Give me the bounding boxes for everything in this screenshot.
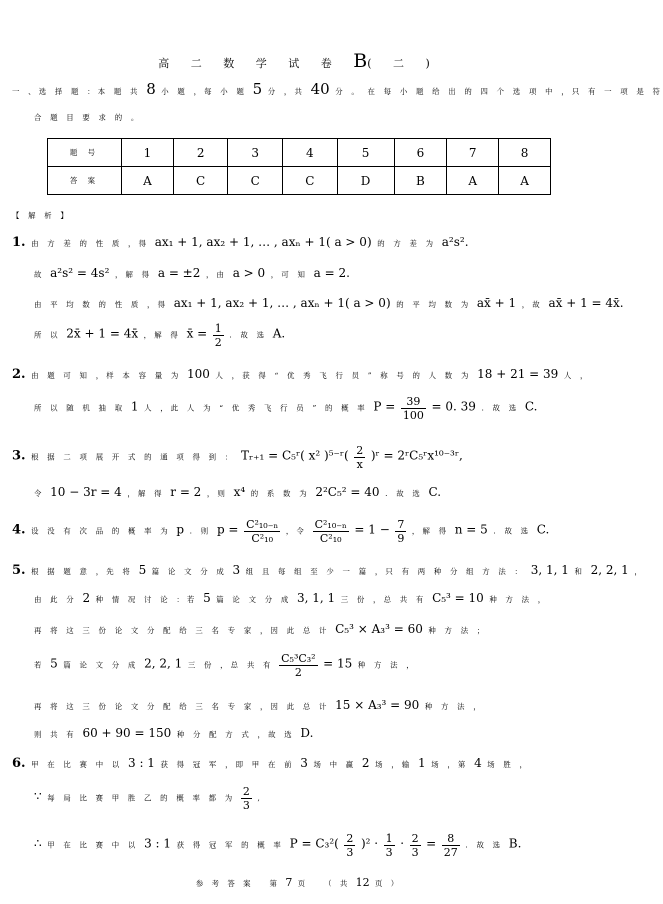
answer-letter: C.	[524, 399, 538, 414]
analysis-label: 【 解 析 】	[12, 211, 72, 220]
numerator: C²₁₀₋ₙ	[314, 518, 347, 531]
answer-letter: A.	[272, 326, 286, 341]
section-instruction	[12, 80, 663, 98]
numerator: C²₁₀₋ₙ	[246, 518, 279, 531]
formula: 3, 1, 1	[297, 591, 336, 605]
text: ，由	[205, 270, 228, 279]
formula: 5	[138, 563, 147, 577]
formula: 3 : 1	[144, 836, 172, 851]
text: 的 系 数 为	[250, 489, 310, 498]
solution-5-line-1	[12, 563, 645, 578]
question-number: 5	[337, 139, 394, 167]
text: 获 得 冠 军 的 概 率	[176, 840, 285, 850]
numerator: 7	[397, 518, 405, 531]
formula: =	[426, 836, 437, 851]
text: ，解 得	[127, 489, 165, 498]
text: 场 中 赢	[313, 760, 357, 769]
text: 种 方 法 ，	[357, 660, 417, 670]
formula: x̄ =	[186, 326, 208, 341]
text: 再 将 这 三 份 论 文 分 配 给 三 名 专 家 ，因 此 总 计	[34, 702, 330, 711]
text: 甲 在 比 赛 中 以	[47, 840, 139, 850]
formula: 2, 2, 1	[144, 656, 183, 671]
text: ，解 得	[411, 526, 450, 536]
answer-cell: A	[447, 167, 499, 195]
text: ，解 得	[114, 270, 153, 279]
answer-cell: C	[173, 167, 228, 195]
solution-5-line-4	[34, 652, 417, 679]
text: 三 份 ，总 共 有	[187, 660, 274, 670]
text: . 则	[189, 526, 212, 536]
text: . 故 选	[481, 403, 520, 413]
text: 令	[34, 489, 45, 498]
numerator: 8	[442, 832, 460, 846]
fraction	[354, 444, 365, 471]
fraction	[241, 785, 252, 812]
text: ,	[257, 793, 264, 803]
text: 人 ，此 人 为 “ 优 秀 飞 行 员 ” 的 概 率	[144, 403, 368, 413]
formula: 2	[82, 591, 91, 605]
formula: a²s².	[441, 235, 469, 249]
denominator: C²₁₀	[319, 532, 342, 545]
fraction	[410, 832, 421, 859]
text: 种 方 法 ，	[489, 595, 549, 604]
fraction	[244, 518, 280, 545]
fraction	[442, 832, 460, 859]
formula: 60 + 90 = 150	[82, 726, 172, 740]
formula: a = 2.	[313, 266, 350, 280]
answer-table	[47, 138, 551, 195]
question-number: 2	[173, 139, 228, 167]
formula: 2	[361, 756, 370, 770]
text: 根 据 题 意 ，先 将	[31, 567, 134, 576]
footer-text: 第	[269, 879, 280, 888]
denominator: 9	[397, 532, 405, 545]
question-number: 3.	[12, 448, 26, 464]
text: . 故 选	[229, 330, 268, 340]
instr-text: 小 题 ，每 小 题	[161, 87, 248, 96]
text: ，可 知	[270, 270, 309, 279]
solution-6-line-3	[34, 832, 521, 859]
table-row	[48, 139, 551, 167]
formula: = 0. 39	[431, 399, 476, 414]
solution-5-line-2	[34, 591, 548, 605]
text: 甲 在 比 赛 中 以	[31, 760, 123, 769]
solution-5-line-6	[34, 726, 313, 740]
footer-text: （ 共	[324, 879, 351, 888]
formula: ax₁ + 1, ax₂ + 1, … , axₙ + 1( a > 0)	[173, 296, 391, 310]
text: 所 以 随 机 抽 取	[34, 403, 126, 413]
text: 设 没 有 次 品 的 概 率 为	[31, 526, 171, 536]
text: 则 共 有	[34, 730, 77, 739]
formula: 3	[232, 563, 241, 577]
footer-text: 页	[297, 879, 309, 888]
text: . 故 选	[465, 840, 504, 850]
question-number: 4	[283, 139, 338, 167]
question-number: 7	[447, 139, 499, 167]
title-suffix: ( 二 )	[367, 57, 439, 70]
formula: p	[176, 522, 185, 537]
text: 由 平 均 数 的 性 质 ，得	[34, 300, 169, 309]
footer-text: 参 考 答 案	[195, 879, 254, 888]
fraction	[279, 652, 317, 679]
title-letter: B	[353, 50, 368, 72]
formula: ax̄ + 1 = 4x̄.	[548, 296, 624, 310]
formula: 3	[300, 756, 308, 770]
formula: 18 + 21 = 39	[477, 367, 559, 381]
solution-1-line-1	[12, 235, 469, 250]
numerator: 2	[346, 832, 354, 845]
formula: r = 2	[170, 485, 202, 499]
denominator: 3	[346, 846, 354, 859]
numerator: 2	[356, 444, 364, 457]
total-pages: 12	[355, 876, 370, 889]
formula: 1	[130, 399, 139, 414]
table-row	[48, 167, 551, 195]
formula: 10 − 3r = 4	[50, 485, 122, 499]
text: 由 方 差 的 性 质 ，得	[31, 239, 150, 248]
answer-letter: B.	[508, 836, 522, 851]
formula: C₅³ = 10	[432, 591, 484, 605]
formula: 100	[187, 367, 210, 381]
instr-text: 分 。 在 每 小 题 给 出 的 四 个 选 项 中 ，只 有 一 项 是 符	[335, 87, 663, 96]
formula: )ʳ = 2ʳC₅ʳx¹⁰⁻³ʳ,	[370, 448, 463, 463]
solution-6-line-1	[12, 756, 530, 771]
numerator: 39	[401, 395, 426, 409]
text: 篇 论 文 分 成	[151, 567, 227, 576]
solution-1-line-4	[34, 322, 285, 349]
text: 每 局 比 赛 甲 胜 乙 的 概 率 都 为	[47, 793, 236, 803]
fraction	[395, 518, 406, 545]
text: 场 ，输	[375, 760, 413, 769]
page-number: 7	[285, 876, 293, 889]
therefore-symbol: ∴	[34, 836, 42, 851]
formula: a²s² = 4s²	[50, 266, 110, 280]
formula: a = ±2	[157, 266, 201, 280]
text: 和	[574, 567, 586, 576]
numerator: 1	[385, 832, 393, 845]
answer-cell: A	[122, 167, 174, 195]
fraction	[213, 322, 224, 349]
formula: 3, 1, 1	[530, 563, 569, 577]
answer-letter: D.	[300, 726, 314, 740]
instr-text: 分 ，共	[267, 87, 306, 96]
solution-1-line-2	[34, 266, 350, 280]
numerator: C₅³C₃²	[281, 652, 316, 665]
footer-text: 页 ）	[375, 879, 402, 888]
page-footer	[0, 876, 597, 889]
answer-letter: C.	[536, 522, 550, 537]
formula: 2²C₅² = 40	[315, 485, 380, 499]
section-instruction-line2: 合 题 目 要 求 的 。	[34, 113, 142, 122]
formula: P = C₃²(	[289, 836, 339, 851]
instr-text: 一 、选 择 题 ：本 题 共	[12, 87, 141, 96]
text: ，	[634, 567, 645, 576]
text: 再 将 这 三 份 论 文 分 配 给 三 名 专 家 ，因 此 总 计	[34, 626, 330, 635]
text: ，解 得	[143, 330, 181, 340]
formula: 5	[50, 656, 58, 671]
text: 篇 论 文 分 成	[216, 595, 292, 604]
formula: ·	[400, 836, 405, 851]
instr-num: 5	[252, 80, 263, 98]
denominator: 3	[411, 846, 419, 859]
denominator: x	[356, 458, 363, 471]
formula: 4	[474, 756, 482, 770]
solution-2-line-2	[34, 395, 537, 422]
text: 的 平 均 数 为	[396, 300, 472, 309]
formula: = 15	[323, 656, 353, 671]
instr-num: 8	[146, 80, 156, 98]
text: ，令	[285, 526, 308, 536]
because-symbol: ∵	[34, 789, 42, 804]
fraction	[313, 518, 349, 545]
text: 种 分 配 方 式 ，故 选	[176, 730, 295, 739]
solution-6-line-2	[34, 785, 263, 812]
solution-3-line-1	[12, 444, 463, 471]
text: 种 情 况 讨 论 ：若	[95, 595, 198, 604]
text: 场 ，第	[431, 760, 469, 769]
denominator: 3	[242, 799, 250, 812]
fraction	[401, 395, 426, 422]
question-number: 6.	[12, 756, 26, 771]
numerator: 1	[214, 322, 222, 335]
solution-5-line-5	[34, 698, 484, 712]
question-number: 1	[122, 139, 174, 167]
formula: 2, 2, 1	[590, 563, 629, 577]
answer-cell: C	[283, 167, 338, 195]
text: 由 题 可 知 ，样 本 容 量 为	[31, 371, 182, 380]
answer-letter: C.	[428, 485, 442, 499]
answer-cell: A	[499, 167, 551, 195]
question-number: 6	[394, 139, 447, 167]
title-prefix: 高 二 数 学 试 卷	[158, 57, 341, 70]
question-number: 5.	[12, 563, 26, 578]
solution-5-line-3	[34, 622, 487, 636]
text: 的 方 差 为	[377, 239, 437, 248]
denominator: C²₁₀	[251, 532, 273, 545]
formula: = 1 −	[354, 522, 390, 537]
text: 人 ，	[563, 371, 591, 380]
solution-1-line-3	[34, 296, 624, 310]
question-number: 2.	[12, 367, 26, 382]
solution-3-line-2	[34, 485, 441, 499]
formula: 2x̄ + 1 = 4x̄	[66, 326, 139, 341]
row-label: 题 号	[48, 139, 122, 167]
numerator: 2	[242, 785, 250, 798]
text: ，故	[521, 300, 543, 309]
text: ，则	[206, 489, 229, 498]
formula: 3 : 1	[128, 756, 155, 770]
text: 三 份 ，总 共 有	[340, 595, 427, 604]
instr-num: 40	[310, 80, 330, 98]
formula: Tᵣ₊₁ = C₅ʳ( x² )⁵⁻ʳ(	[240, 448, 349, 463]
question-number: 4.	[12, 522, 26, 538]
text: 组 且 每 组 至 少 一 篇 ，只 有 两 种 分 组 方 法 ：	[245, 567, 526, 576]
fraction	[384, 832, 395, 859]
solution-2-line-1	[12, 367, 591, 382]
text: 由 此 分	[34, 595, 77, 604]
formula: a > 0	[232, 266, 266, 280]
text: 场 胜 ，	[487, 760, 531, 769]
denominator: 2	[214, 336, 222, 349]
text: 种 方 法 ，	[424, 702, 484, 711]
question-number: 8	[499, 139, 551, 167]
formula: 5	[203, 591, 211, 605]
formula: )² ·	[360, 836, 379, 851]
solution-4-line-1	[12, 518, 549, 545]
formula: n = 5	[454, 522, 488, 537]
text: 所 以	[34, 330, 61, 340]
text: 故	[34, 270, 45, 279]
formula: ax₁ + 1, ax₂ + 1, … , axₙ + 1( a > 0)	[154, 235, 372, 249]
text: 获 得 冠 军 ，即 甲 在 前	[160, 760, 295, 769]
text: 种 方 法 ；	[428, 626, 488, 635]
formula: p =	[216, 522, 239, 537]
formula: 15 × A₃³ = 90	[335, 698, 420, 712]
question-number: 3	[228, 139, 283, 167]
text: 若	[34, 660, 45, 670]
denominator: 100	[402, 409, 424, 422]
text: 人 ，获 得 “ 优 秀 飞 行 员 ” 称 号 的 人 数 为	[215, 371, 472, 380]
text: 根 据 二 项 展 开 式 的 通 项 得 到 ：	[31, 452, 236, 462]
question-number: 1.	[12, 235, 26, 250]
row-label: 答 案	[48, 167, 122, 195]
formula: P =	[373, 399, 396, 414]
formula: x⁴	[233, 485, 246, 499]
page-title	[0, 50, 597, 72]
denominator: 2	[294, 666, 302, 679]
formula: ax̄ + 1	[476, 296, 517, 310]
answer-cell: D	[337, 167, 394, 195]
answer-cell: B	[394, 167, 447, 195]
fraction	[344, 832, 355, 859]
formula: C₅³ × A₃³ = 60	[335, 622, 423, 636]
denominator: 3	[385, 846, 393, 859]
formula: 1	[417, 756, 426, 770]
answer-cell: C	[228, 167, 283, 195]
text: . 故 选	[385, 489, 423, 498]
denominator: 27	[443, 846, 458, 859]
text: 篇 论 文 分 成	[63, 660, 139, 670]
text: . 故 选	[493, 526, 532, 536]
numerator: 2	[411, 832, 419, 845]
